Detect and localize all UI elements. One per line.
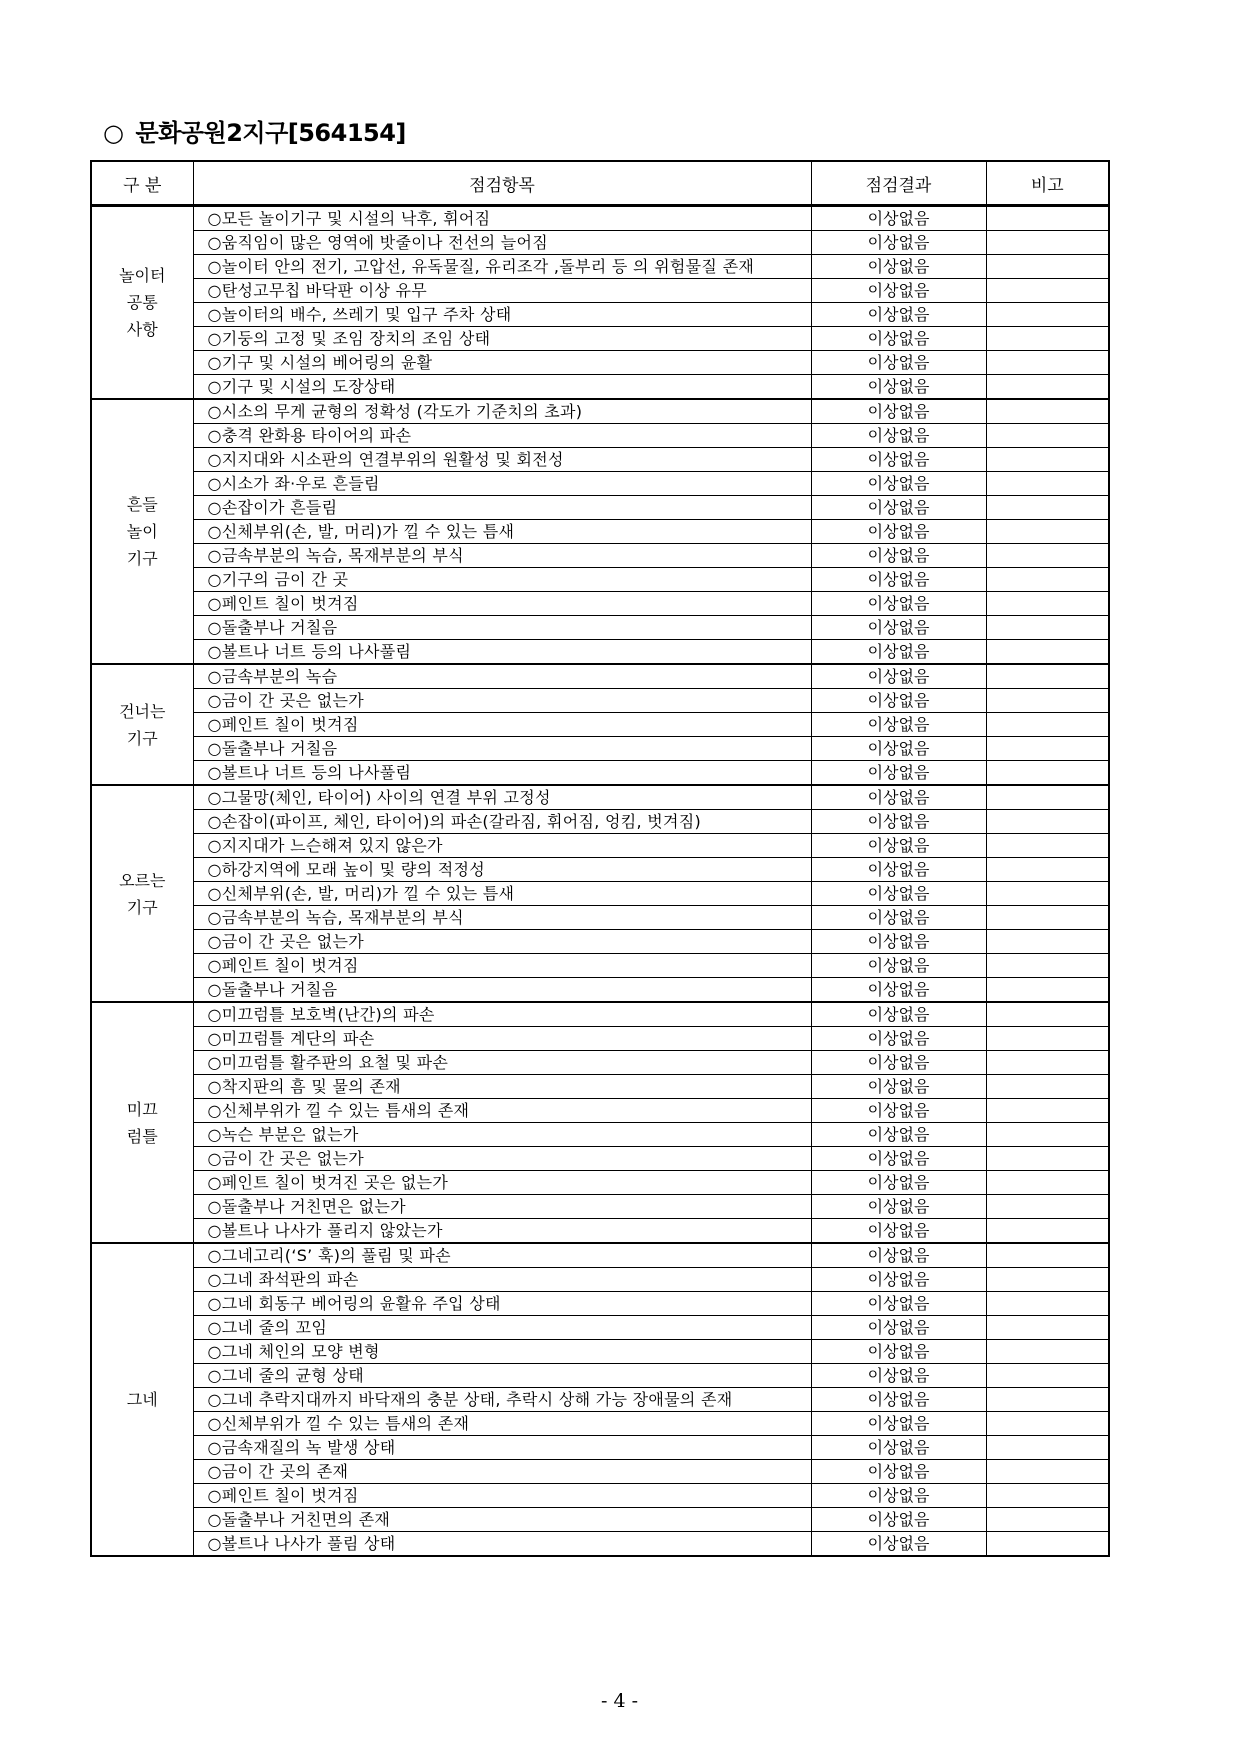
item-cell: ○신체부위(손, 발, 머리)가 낄 수 있는 틈새: [193, 520, 811, 544]
note-cell: [986, 1436, 1109, 1460]
table-row: [91, 424, 1109, 448]
note-cell: [986, 303, 1109, 327]
note-cell: [986, 1027, 1109, 1051]
item-cell: ○그네 줄의 꼬임: [193, 1316, 811, 1340]
result-cell: 이상없음: [811, 1002, 986, 1027]
table-row: [91, 1219, 1109, 1244]
table-row: [91, 375, 1109, 400]
result-cell: 이상없음: [811, 1532, 986, 1557]
table-row: [91, 1147, 1109, 1171]
table-row: [91, 834, 1109, 858]
table-row: [91, 448, 1109, 472]
note-cell: [986, 592, 1109, 616]
item-cell: ○착지판의 흠 및 물의 존재: [193, 1075, 811, 1099]
result-cell: 이상없음: [811, 303, 986, 327]
table-row: [91, 1388, 1109, 1412]
item-cell: ○탄성고무칩 바닥판 이상 유무: [193, 279, 811, 303]
category-label: 기구: [126, 897, 158, 917]
note-cell: [986, 279, 1109, 303]
note-cell: [986, 954, 1109, 978]
item-cell: ○그네 추락지대까지 바닥재의 충분 상태, 추락시 상해 가능 장애물의 존재: [193, 1388, 811, 1412]
table-row: [91, 1532, 1109, 1557]
result-cell: 이상없음: [811, 279, 986, 303]
note-cell: [986, 1243, 1109, 1268]
table-group: [91, 206, 1109, 400]
item-cell: ○금이 간 곳은 없는가: [193, 689, 811, 713]
table-row: [91, 568, 1109, 592]
result-cell: 이상없음: [811, 858, 986, 882]
note-cell: [986, 448, 1109, 472]
table-row: [91, 1002, 1109, 1027]
table-row: [91, 1075, 1109, 1099]
item-cell: ○페인트 칠이 벗겨짐: [193, 713, 811, 737]
note-cell: [986, 1532, 1109, 1557]
result-cell: 이상없음: [811, 544, 986, 568]
item-cell: ○기구 및 시설의 도장상태: [193, 375, 811, 400]
result-cell: 이상없음: [811, 351, 986, 375]
page-title: [103, 113, 406, 148]
item-cell: ○신체부위가 낄 수 있는 틈새의 존재: [193, 1099, 811, 1123]
header-category: 구 분: [91, 161, 193, 206]
result-cell: 이상없음: [811, 978, 986, 1003]
table-row: [91, 231, 1109, 255]
table-row: [91, 1412, 1109, 1436]
note-cell: [986, 568, 1109, 592]
item-cell: ○금이 간 곳의 존재: [193, 1460, 811, 1484]
note-cell: [986, 930, 1109, 954]
category-cell: [91, 1002, 193, 1243]
result-cell: 이상없음: [811, 930, 986, 954]
table-row: [91, 1243, 1109, 1268]
result-cell: 이상없음: [811, 954, 986, 978]
note-cell: [986, 327, 1109, 351]
table-row: [91, 713, 1109, 737]
result-cell: 이상없음: [811, 520, 986, 544]
table-row: [91, 616, 1109, 640]
result-cell: 이상없음: [811, 1316, 986, 1340]
item-cell: ○지지대가 느슨해져 있지 않은가: [193, 834, 811, 858]
item-cell: ○손잡이가 흔들림: [193, 496, 811, 520]
result-cell: 이상없음: [811, 1484, 986, 1508]
note-cell: [986, 1219, 1109, 1244]
table-group: [91, 1243, 1109, 1556]
note-cell: [986, 255, 1109, 279]
note-cell: [986, 664, 1109, 689]
result-cell: 이상없음: [811, 616, 986, 640]
table-row: [91, 351, 1109, 375]
category-cell: [91, 664, 193, 785]
note-cell: [986, 472, 1109, 496]
result-cell: 이상없음: [811, 882, 986, 906]
item-cell: ○미끄럼틀 보호벽(난간)의 파손: [193, 1002, 811, 1027]
note-cell: [986, 1002, 1109, 1027]
result-cell: 이상없음: [811, 1460, 986, 1484]
result-cell: 이상없음: [811, 713, 986, 737]
table-row: [91, 496, 1109, 520]
item-cell: ○볼트나 나사가 풀리지 않았는가: [193, 1219, 811, 1244]
table-row: [91, 785, 1109, 810]
note-cell: [986, 231, 1109, 255]
item-cell: ○금이 간 곳은 없는가: [193, 930, 811, 954]
item-cell: ○놀이터 안의 전기, 고압선, 유독물질, 유리조각 ,돌부리 등 의 위험물질 존재: [193, 255, 811, 279]
note-cell: [986, 1508, 1109, 1532]
item-cell: ○미끄럼틀 활주판의 요철 및 파손: [193, 1051, 811, 1075]
table-row: [91, 399, 1109, 424]
note-cell: [986, 1147, 1109, 1171]
item-cell: ○볼트나 너트 등의 나사풀림: [193, 761, 811, 786]
item-cell: ○기둥의 고정 및 조임 장치의 조임 상태: [193, 327, 811, 351]
result-cell: 이상없음: [811, 810, 986, 834]
title-text: 문화공원2지구[564154]: [135, 119, 406, 147]
note-cell: [986, 1051, 1109, 1075]
table-row: [91, 640, 1109, 665]
category-label: 흔들: [126, 495, 158, 514]
item-cell: ○금이 간 곳은 없는가: [193, 1147, 811, 1171]
category-label: 기구: [126, 549, 158, 568]
table-row: [91, 930, 1109, 954]
category-label: 그네: [126, 1390, 158, 1409]
table-row: [91, 544, 1109, 568]
table-row: [91, 1051, 1109, 1075]
item-cell: ○그물망(체인, 타이어) 사이의 연결 부위 고정성: [193, 785, 811, 810]
item-cell: ○돌출부나 거칠음: [193, 978, 811, 1003]
note-cell: [986, 882, 1109, 906]
result-cell: 이상없음: [811, 1243, 986, 1268]
category-label: 기구: [126, 728, 158, 748]
table-row: [91, 1195, 1109, 1219]
note-cell: [986, 544, 1109, 568]
table-row: [91, 906, 1109, 930]
result-cell: 이상없음: [811, 448, 986, 472]
result-cell: 이상없음: [811, 1412, 986, 1436]
table-row: [91, 327, 1109, 351]
item-cell: ○볼트나 나사가 풀림 상태: [193, 1532, 811, 1557]
table-row: [91, 592, 1109, 616]
item-cell: ○볼트나 너트 등의 나사풀림: [193, 640, 811, 665]
item-cell: ○모든 놀이기구 및 시설의 낙후, 휘어짐: [193, 206, 811, 231]
table-row: [91, 206, 1109, 231]
note-cell: [986, 1292, 1109, 1316]
category-label: 놀이터: [119, 266, 166, 285]
note-cell: [986, 1099, 1109, 1123]
table-row: [91, 1460, 1109, 1484]
table-group: [91, 1002, 1109, 1243]
note-cell: [986, 424, 1109, 448]
note-cell: [986, 1364, 1109, 1388]
result-cell: 이상없음: [811, 1147, 986, 1171]
note-cell: [986, 206, 1109, 231]
result-cell: 이상없음: [811, 1340, 986, 1364]
category-label: 오르는: [119, 870, 166, 890]
table-row: [91, 1484, 1109, 1508]
item-cell: ○돌출부나 거칠음: [193, 616, 811, 640]
table-row: [91, 689, 1109, 713]
item-cell: ○페인트 칠이 벗겨짐: [193, 1484, 811, 1508]
item-cell: ○돌출부나 거친면의 존재: [193, 1508, 811, 1532]
result-cell: 이상없음: [811, 399, 986, 424]
note-cell: [986, 1123, 1109, 1147]
item-cell: ○페인트 칠이 벗겨짐: [193, 592, 811, 616]
category-cell: [91, 1243, 193, 1556]
item-cell: ○손잡이(파이프, 체인, 타이어)의 파손(갈라짐, 휘어짐, 엉킴, 벗겨짐): [193, 810, 811, 834]
item-cell: ○미끄럼틀 계단의 파손: [193, 1027, 811, 1051]
item-cell: ○그네 좌석판의 파손: [193, 1268, 811, 1292]
note-cell: [986, 399, 1109, 424]
item-cell: ○신체부위(손, 발, 머리)가 낄 수 있는 틈새: [193, 882, 811, 906]
table-row: [91, 279, 1109, 303]
result-cell: 이상없음: [811, 785, 986, 810]
item-cell: ○기구의 금이 간 곳: [193, 568, 811, 592]
table-row: [91, 1099, 1109, 1123]
note-cell: [986, 1195, 1109, 1219]
note-cell: [986, 1484, 1109, 1508]
table-row: [91, 1436, 1109, 1460]
table-row: [91, 1508, 1109, 1532]
table-row: [91, 1123, 1109, 1147]
result-cell: 이상없음: [811, 1388, 986, 1412]
category-cell: [91, 206, 193, 400]
header-row: [91, 161, 1109, 206]
category-label: 럼틀: [126, 1126, 158, 1146]
note-cell: [986, 978, 1109, 1003]
item-cell: ○페인트 칠이 벗겨진 곳은 없는가: [193, 1171, 811, 1195]
item-cell: ○금속재질의 녹 발생 상태: [193, 1436, 811, 1460]
result-cell: 이상없음: [811, 592, 986, 616]
table-row: [91, 1340, 1109, 1364]
result-cell: 이상없음: [811, 206, 986, 231]
note-cell: [986, 906, 1109, 930]
table-row: [91, 954, 1109, 978]
item-cell: ○놀이터의 배수, 쓰레기 및 입구 주차 상태: [193, 303, 811, 327]
result-cell: 이상없음: [811, 255, 986, 279]
note-cell: [986, 810, 1109, 834]
category-label: 건너는: [119, 701, 166, 721]
result-cell: 이상없음: [811, 1364, 986, 1388]
note-cell: [986, 1268, 1109, 1292]
note-cell: [986, 737, 1109, 761]
table-row: [91, 882, 1109, 906]
item-cell: ○기구 및 시설의 베어링의 윤활: [193, 351, 811, 375]
result-cell: 이상없음: [811, 1123, 986, 1147]
result-cell: 이상없음: [811, 1508, 986, 1532]
category-cell: [91, 399, 193, 664]
result-cell: 이상없음: [811, 1027, 986, 1051]
result-cell: 이상없음: [811, 1268, 986, 1292]
result-cell: 이상없음: [811, 496, 986, 520]
table-row: [91, 1171, 1109, 1195]
note-cell: [986, 640, 1109, 665]
inspection-table: [90, 160, 1110, 1557]
result-cell: 이상없음: [811, 1171, 986, 1195]
result-cell: 이상없음: [811, 689, 986, 713]
result-cell: 이상없음: [811, 327, 986, 351]
item-cell: ○돌출부나 거칠음: [193, 737, 811, 761]
note-cell: [986, 713, 1109, 737]
item-cell: ○돌출부나 거친면은 없는가: [193, 1195, 811, 1219]
item-cell: ○그네 줄의 균형 상태: [193, 1364, 811, 1388]
table-row: [91, 1027, 1109, 1051]
result-cell: 이상없음: [811, 424, 986, 448]
note-cell: [986, 1460, 1109, 1484]
table-row: [91, 472, 1109, 496]
result-cell: 이상없음: [811, 1436, 986, 1460]
item-cell: ○시소가 좌·우로 흔들림: [193, 472, 811, 496]
result-cell: 이상없음: [811, 472, 986, 496]
page-number: - 4 -: [600, 1690, 638, 1712]
item-cell: ○지지대와 시소판의 연결부위의 원활성 및 회전성: [193, 448, 811, 472]
result-cell: 이상없음: [811, 375, 986, 400]
note-cell: [986, 834, 1109, 858]
note-cell: [986, 761, 1109, 786]
table-row: [91, 810, 1109, 834]
result-cell: 이상없음: [811, 568, 986, 592]
item-cell: ○하강지역에 모래 높이 및 량의 적정성: [193, 858, 811, 882]
result-cell: 이상없음: [811, 834, 986, 858]
note-cell: [986, 1171, 1109, 1195]
header-result: 점검결과: [811, 161, 986, 206]
item-cell: ○그네고리(‘S’ 훅)의 풀림 및 파손: [193, 1243, 811, 1268]
table-row: [91, 1316, 1109, 1340]
table-row: [91, 761, 1109, 786]
item-cell: ○그네 체인의 모양 변형: [193, 1340, 811, 1364]
category-label: 공통: [126, 293, 158, 312]
table-row: [91, 978, 1109, 1003]
note-cell: [986, 616, 1109, 640]
result-cell: 이상없음: [811, 906, 986, 930]
result-cell: 이상없음: [811, 664, 986, 689]
table-row: [91, 1268, 1109, 1292]
note-cell: [986, 1412, 1109, 1436]
note-cell: [986, 351, 1109, 375]
result-cell: 이상없음: [811, 640, 986, 665]
table-group: [91, 785, 1109, 1002]
item-cell: ○녹슨 부분은 없는가: [193, 1123, 811, 1147]
circle-bullet: ○: [103, 119, 124, 147]
category-label: 사항: [126, 320, 158, 339]
item-cell: ○그네 회동구 베어링의 윤활유 주입 상태: [193, 1292, 811, 1316]
note-cell: [986, 1316, 1109, 1340]
note-cell: [986, 520, 1109, 544]
note-cell: [986, 496, 1109, 520]
note-cell: [986, 1340, 1109, 1364]
result-cell: 이상없음: [811, 1075, 986, 1099]
header-item: 점검항목: [193, 161, 811, 206]
category-label: 미끄: [126, 1099, 158, 1119]
result-cell: 이상없음: [811, 1292, 986, 1316]
result-cell: 이상없음: [811, 1099, 986, 1123]
note-cell: [986, 858, 1109, 882]
table-row: [91, 1292, 1109, 1316]
table-row: [91, 303, 1109, 327]
result-cell: 이상없음: [811, 737, 986, 761]
category-cell: [91, 785, 193, 1002]
note-cell: [986, 785, 1109, 810]
note-cell: [986, 689, 1109, 713]
note-cell: [986, 1075, 1109, 1099]
table-row: [91, 664, 1109, 689]
item-cell: ○시소의 무게 균형의 정확성 (각도가 기준치의 초과): [193, 399, 811, 424]
header-note: 비고: [986, 161, 1109, 206]
table-row: [91, 520, 1109, 544]
table-group: [91, 399, 1109, 664]
table-row: [91, 1364, 1109, 1388]
note-cell: [986, 375, 1109, 400]
result-cell: 이상없음: [811, 1219, 986, 1244]
table-group: [91, 664, 1109, 785]
table-row: [91, 858, 1109, 882]
item-cell: ○신체부위가 낄 수 있는 틈새의 존재: [193, 1412, 811, 1436]
table-row: [91, 255, 1109, 279]
result-cell: 이상없음: [811, 1195, 986, 1219]
item-cell: ○충격 완화용 타이어의 파손: [193, 424, 811, 448]
item-cell: ○움직임이 많은 영역에 밧줄이나 전선의 늘어짐: [193, 231, 811, 255]
result-cell: 이상없음: [811, 1051, 986, 1075]
note-cell: [986, 1388, 1109, 1412]
result-cell: 이상없음: [811, 231, 986, 255]
category-label: 놀이: [126, 522, 158, 541]
table-row: [91, 737, 1109, 761]
result-cell: 이상없음: [811, 761, 986, 786]
item-cell: ○금속부분의 녹슴, 목재부분의 부식: [193, 544, 811, 568]
item-cell: ○금속부분의 녹슴: [193, 664, 811, 689]
item-cell: ○페인트 칠이 벗겨짐: [193, 954, 811, 978]
item-cell: ○금속부분의 녹슴, 목재부분의 부식: [193, 906, 811, 930]
